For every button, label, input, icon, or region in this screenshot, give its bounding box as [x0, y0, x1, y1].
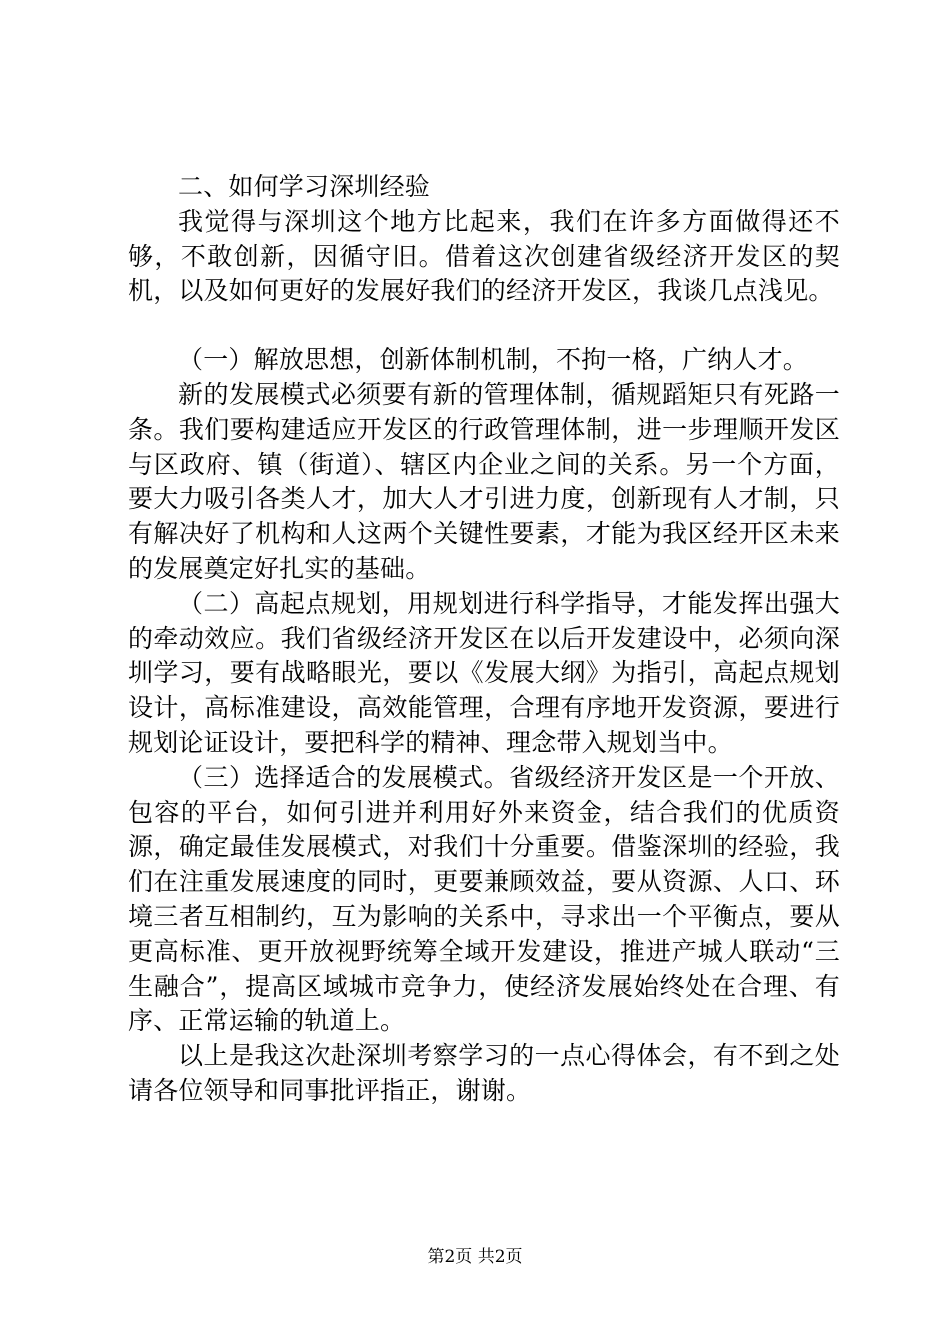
paragraph-intro: 我觉得与深圳这个地方比起来，我们在许多方面做得还不够，不敢创新，因循守旧。借着这次创建省级经济开发区的契机，以及如何更好的发展好我们的经济开发区，我谈几点浅见。	[128, 206, 840, 306]
document-body	[128, 170, 840, 1109]
section-heading: 二、如何学习深圳经验	[178, 172, 431, 201]
subheading-one: （一）解放思想，创新体制机制，不拘一格，广纳人才。	[178, 345, 809, 375]
paragraph-one: 新的发展模式必须要有新的管理体制，循规蹈矩只有死路一条。我们要构建适应开发区的行政管理体制，进一步理顺开发区与区政府、镇（街道）、辖区内企业之间的关系。另一个方面，要大力吸引各类人才，加大人才引进力度，创新现有人才制，只有解决好了机构和人这两个关键性要素，才能为我区经开区未来的发展奠定好扎实的基础。	[128, 379, 840, 583]
page-footer: 第2页 共2页	[427, 1247, 523, 1267]
paragraph-two: （二）高起点规划，用规划进行科学指导，才能发挥出强大的牵动效应。我们省级经济开发区在以后开发建设中，必须向深圳学习，要有战略眼光，要以《发展大纲》为指引，高起点规划设计，高标准建设，高效能管理，合理有序地开发资源，要进行规划论证设计，要把科学的精神、理念带入规划当中。	[128, 588, 840, 757]
paragraph-closing: 以上是我这次赴深圳考察学习的一点心得体会，有不到之处请各位领导和同事批评指正，谢谢。	[128, 1041, 840, 1105]
paragraph-three: （三）选择适合的发展模式。省级经济开发区是一个开放、包容的平台，如何引进并利用好外来资金，结合我们的优质资源，确定最佳发展模式，对我们十分重要。借鉴深圳的经验，我们在注重发展速度的同时，更要兼顾效益，要从资源、人口、环境三者互相制约，互为影响的关系中，寻求出一个平衡点，要从更高标准、更开放视野统筹全域开发建设，推进产城人联动“三生融合”，提高区域城市竞争力，使经济发展始终处在合理、有序、正常运输的轨道上。	[128, 762, 840, 1036]
